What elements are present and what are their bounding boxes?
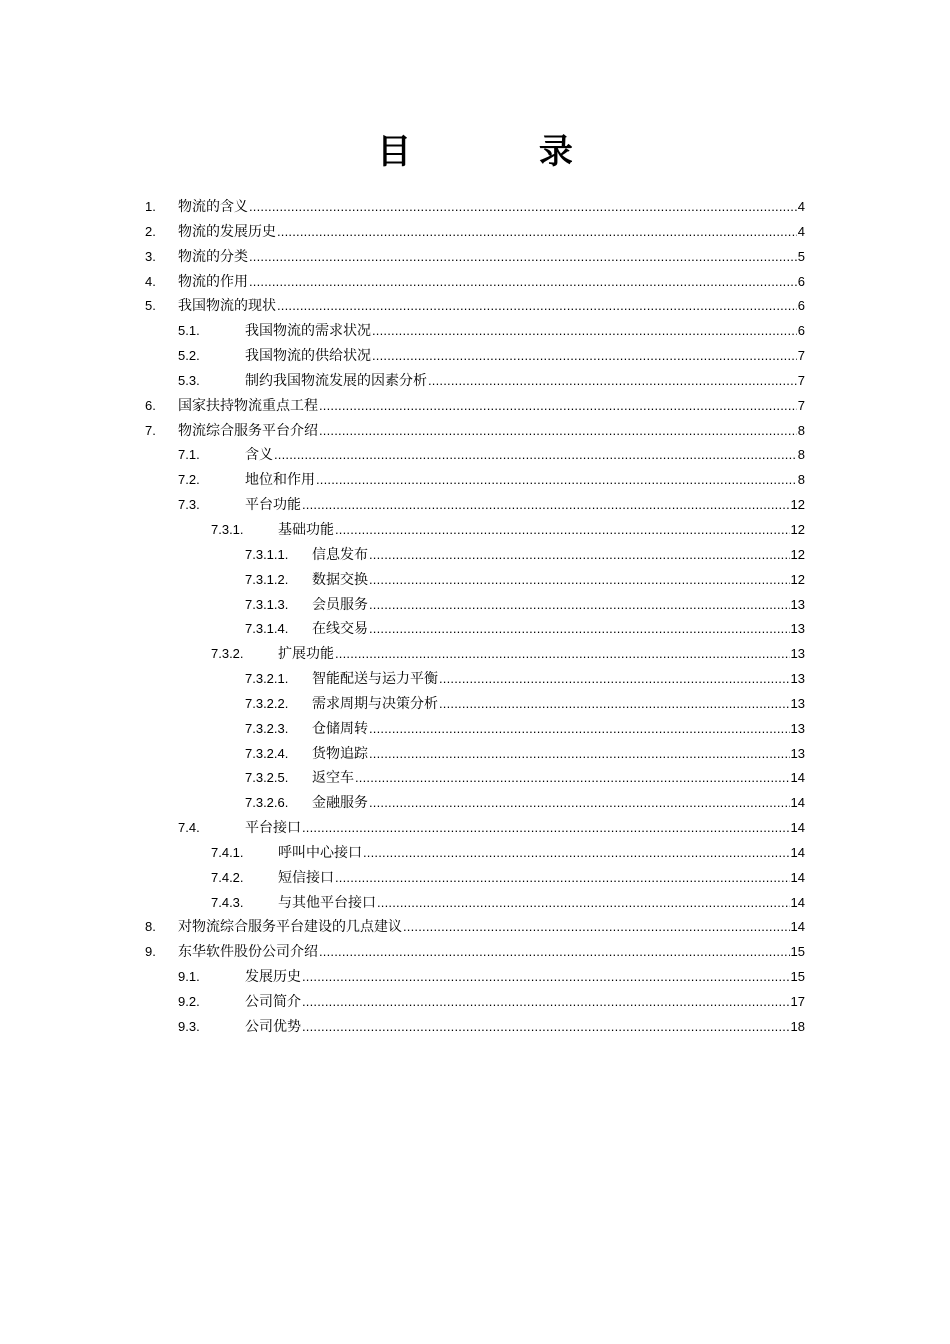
toc-entry-body [178,195,805,220]
toc-entry[interactable] [0,1015,950,1040]
toc-entry-title[interactable]: 制约我国物流发展的因素分析 [245,372,427,389]
toc-entry-number: 5. [145,298,156,314]
toc-entry-page-number: 4 [797,199,805,214]
toc-entry-number: 5.3. [178,372,200,388]
toc-dot-leader [428,369,797,394]
toc-entry-page-number: 8 [797,472,805,488]
toc-entry-page-number: 6 [797,273,805,289]
toc-entry-title[interactable]: 地位和作用 [245,472,315,489]
toc-entry-page-number: 7 [797,348,805,364]
toc-entry-page-number: 14 [790,820,805,836]
toc-entry[interactable] [0,717,950,742]
toc-entry-title[interactable]: 在线交易 [312,621,368,638]
toc-entry-body [278,642,805,667]
toc-entry-page-number: 15 [790,969,805,985]
toc-entry-page-number: 13 [790,671,805,687]
toc-entry[interactable] [0,344,950,369]
toc-entry[interactable] [0,692,950,717]
toc-dot-leader [439,667,790,692]
toc-entry-page-number: 13 [790,646,805,662]
toc-entry[interactable] [0,766,950,791]
toc-dot-leader [372,344,797,369]
toc-entry-body [245,468,805,493]
toc-entry-title[interactable]: 东华软件股份公司介绍 [178,944,318,961]
toc-entry-title[interactable]: 平台接口 [245,820,301,837]
toc-entry-title[interactable]: 含义 [245,447,273,464]
toc-entry[interactable] [0,195,950,220]
toc-dot-leader [369,717,790,742]
toc-entry-body [178,940,805,965]
toc-entry-page-number: 12 [790,521,805,537]
toc-entry-page-number: 13 [790,695,805,711]
toc-entry-number: 7.3.2.6. [245,795,289,811]
toc-entry-body [312,717,805,742]
toc-entry-number: 3. [145,248,156,264]
toc-entry[interactable] [0,593,950,618]
toc-entry-page-number: 14 [790,869,805,885]
toc-dot-leader [369,543,790,568]
toc-entry-body [178,270,805,295]
toc-dot-leader [439,692,790,717]
toc-dot-leader [277,294,797,319]
toc-entry-number: 7.2. [178,472,200,488]
toc-entry[interactable] [0,319,950,344]
toc-entry-page-number: 6 [797,323,805,339]
toc-entry-title[interactable]: 货物追踪 [312,745,368,762]
toc-entry[interactable] [0,294,950,319]
toc-entry-number: 7.4.1. [211,844,244,860]
toc-entry-title[interactable]: 公司优势 [245,1018,301,1035]
toc-entry-body [178,915,805,940]
toc-entry[interactable] [0,742,950,767]
toc-entry-number: 9. [145,944,156,960]
toc-entry-number: 7.3.2.1. [245,671,289,687]
toc-entry-title[interactable]: 智能配送与运力平衡 [312,671,438,688]
toc-entry-number: 2. [145,223,156,239]
toc-entry-number: 7. [145,422,156,438]
toc-entry-page-number: 13 [790,745,805,761]
toc-entry-body [312,617,805,642]
toc-dot-leader [369,617,790,642]
toc-entry-page-number: 7 [797,397,805,413]
toc-entry-title[interactable]: 仓储周转 [312,720,368,737]
toc-entry-title[interactable]: 短信接口 [278,869,334,886]
toc-entry-number: 9.2. [178,994,200,1009]
toc-entry-page-number: 13 [790,720,805,736]
toc-entry-page-number: 12 [790,571,805,587]
toc-entry-number: 7.3.1.4. [245,621,289,637]
toc-entry-number: 7.3.1.2. [245,571,289,587]
toc-entry-body [245,965,805,990]
toc-entry-page-number: 14 [790,919,805,935]
toc-entry[interactable] [0,394,950,419]
toc-entry-number: 7.3.2. [211,646,244,662]
toc-entry-body [245,493,805,518]
toc-entry-title[interactable]: 我国物流的需求状况 [245,323,371,340]
toc-entry-page-number: 14 [790,795,805,811]
toc-entry[interactable] [0,220,950,245]
toc-entry-title[interactable]: 物流的作用 [178,273,248,290]
toc-entry-body [245,443,805,468]
toc-dot-leader [249,270,797,295]
toc-entry-number: 7.3.2.2. [245,695,289,711]
toc-entry-page-number: 7 [797,372,805,388]
toc-entry-title[interactable]: 我国物流的现状 [178,298,276,315]
toc-entry[interactable] [0,841,950,866]
toc-dot-leader [302,816,790,841]
toc-entry[interactable] [0,667,950,692]
toc-entry[interactable] [0,965,950,990]
toc-dot-leader [363,841,790,866]
toc-entry[interactable] [0,915,950,940]
toc-entry[interactable] [0,617,950,642]
toc-entry[interactable] [0,270,950,295]
toc-dot-leader [319,940,790,965]
toc-entry-title[interactable]: 扩展功能 [278,646,334,663]
toc-entry-number: 1. [145,199,156,214]
toc-entry-page-number: 15 [790,944,805,960]
toc-entry-number: 7.3.1. [211,521,244,537]
toc-entry-title[interactable]: 与其他平台接口 [278,894,376,911]
toc-entry-body [312,543,805,568]
toc-entry-number: 6. [145,397,156,413]
toc-entry-body [312,791,805,816]
toc-dot-leader [355,766,790,791]
toc-entry-title[interactable]: 呼叫中心接口 [278,844,362,861]
toc-entry-title[interactable]: 平台功能 [245,497,301,514]
toc-entry-number: 9.3. [178,1018,200,1034]
toc-entry-number: 7.4. [178,820,200,836]
toc-entry-page-number: 14 [790,894,805,910]
toc-entry-page-number: 8 [797,422,805,438]
toc-dot-leader [372,319,797,344]
toc-entry-title[interactable]: 需求周期与决策分析 [312,695,438,712]
toc-entry[interactable] [0,369,950,394]
toc-entry-number: 4. [145,273,156,289]
toc-entry-page-number: 8 [797,447,805,463]
toc-entry-number: 7.3.2.3. [245,720,289,736]
toc-entry-number: 7.3.1.3. [245,596,289,612]
toc-entry-number: 5.2. [178,348,200,364]
toc-entry-page-number: 14 [790,770,805,786]
toc-entry[interactable] [0,518,950,543]
toc-entry-body [178,220,805,245]
toc-dot-leader [319,419,797,444]
toc-entry[interactable] [0,543,950,568]
toc-entry-body [278,841,805,866]
toc-entry-title[interactable]: 基础功能 [278,521,334,538]
toc-entry-body [245,1015,805,1040]
toc-dot-leader [302,965,790,990]
toc-dot-leader [335,642,790,667]
toc-entry-number: 7.3.2.4. [245,745,289,761]
toc-dot-leader [403,915,790,940]
toc-dot-leader [274,443,797,468]
toc-entry-title[interactable]: 数据交换 [312,571,368,588]
toc-entry-body [178,419,805,444]
toc-entry-body [278,891,805,916]
toc-entry-title[interactable]: 物流综合服务平台介绍 [178,422,318,439]
toc-entry-number: 7.3. [178,497,200,513]
toc-entry[interactable] [0,419,950,444]
toc-entry[interactable] [0,568,950,593]
toc-entry-title[interactable]: 国家扶持物流重点工程 [178,397,318,414]
toc-entry-title[interactable]: 返空车 [312,770,354,787]
toc-dot-leader [335,518,790,543]
toc-entry-page-number: 13 [790,596,805,612]
toc-dot-leader [335,866,790,891]
toc-entry-body [245,369,805,394]
toc-entry-body [178,294,805,319]
toc-entry-page-number: 14 [790,844,805,860]
toc-entry-body [312,742,805,767]
toc-entry-number: 7.4.2. [211,869,244,885]
toc-entry-number: 7.3.2.5. [245,770,289,786]
toc-dot-leader [302,1015,790,1040]
toc-dot-leader [369,791,790,816]
toc-entry-body [312,593,805,618]
toc-entry[interactable] [0,245,950,270]
toc-entry-body [312,568,805,593]
toc-entry[interactable] [0,891,950,916]
toc-entry-page-number: 18 [790,1018,805,1034]
toc-entry-body [178,394,805,419]
toc-entry-body [278,866,805,891]
toc-entry-number: 5.1. [178,323,200,339]
toc-entry-body [312,692,805,717]
toc-entry-title[interactable]: 物流的发展历史 [178,223,276,240]
toc-dot-leader [319,394,797,419]
toc-entry-page-number: 12 [790,497,805,513]
toc-entry-title[interactable]: 会员服务 [312,596,368,613]
toc-dot-leader [277,220,797,245]
toc-entry-number: 9.1. [178,969,200,985]
toc-entry-number: 8. [145,919,156,935]
toc-entry-title[interactable]: 我国物流的供给状况 [245,348,371,365]
toc-entry-body [245,344,805,369]
toc-entry-page-number: 17 [790,994,805,1009]
toc-entry-title[interactable]: 物流的含义 [178,199,248,215]
toc-entry-page-number: 4 [797,223,805,239]
toc-entry[interactable] [0,990,950,1015]
toc-dot-leader [369,742,790,767]
toc-entry-page-number: 5 [797,248,805,264]
toc-list [0,195,950,1040]
toc-dot-leader [369,593,790,618]
toc-entry-number: 7.3.1.1. [245,546,289,562]
toc-entry[interactable] [0,816,950,841]
toc-entry-body [245,990,805,1015]
toc-entry-title[interactable]: 物流的分类 [178,248,248,265]
toc-entry[interactable] [0,791,950,816]
toc-dot-leader [302,990,790,1015]
toc-entry-body [312,766,805,791]
toc-entry-page-number: 6 [797,298,805,314]
toc-entry-body [178,245,805,270]
toc-entry[interactable] [0,940,950,965]
toc-entry-title[interactable]: 对物流综合服务平台建设的几点建议 [178,919,402,936]
toc-entry-title[interactable]: 金融服务 [312,795,368,812]
toc-dot-leader [316,468,797,493]
toc-entry[interactable] [0,493,950,518]
toc-entry-page-number: 12 [790,546,805,562]
toc-entry-body [245,319,805,344]
toc-entry-title[interactable]: 信息发布 [312,546,368,563]
toc-entry[interactable] [0,468,950,493]
toc-entry-number: 7.1. [178,447,200,463]
toc-entry[interactable] [0,866,950,891]
toc-entry-title[interactable]: 公司简介 [245,994,301,1010]
toc-entry-title[interactable]: 发展历史 [245,969,301,986]
toc-title: 目 录 [377,132,631,172]
toc-entry-body [278,518,805,543]
toc-entry[interactable] [0,443,950,468]
toc-dot-leader [302,493,790,518]
toc-dot-leader [377,891,790,916]
toc-entry-number: 7.4.3. [211,894,244,910]
toc-entry-page-number: 13 [790,621,805,637]
toc-entry[interactable] [0,642,950,667]
toc-entry-body [245,816,805,841]
toc-dot-leader [369,568,790,593]
toc-dot-leader [249,245,797,270]
toc-entry-body [312,667,805,692]
toc-dot-leader [249,195,797,220]
